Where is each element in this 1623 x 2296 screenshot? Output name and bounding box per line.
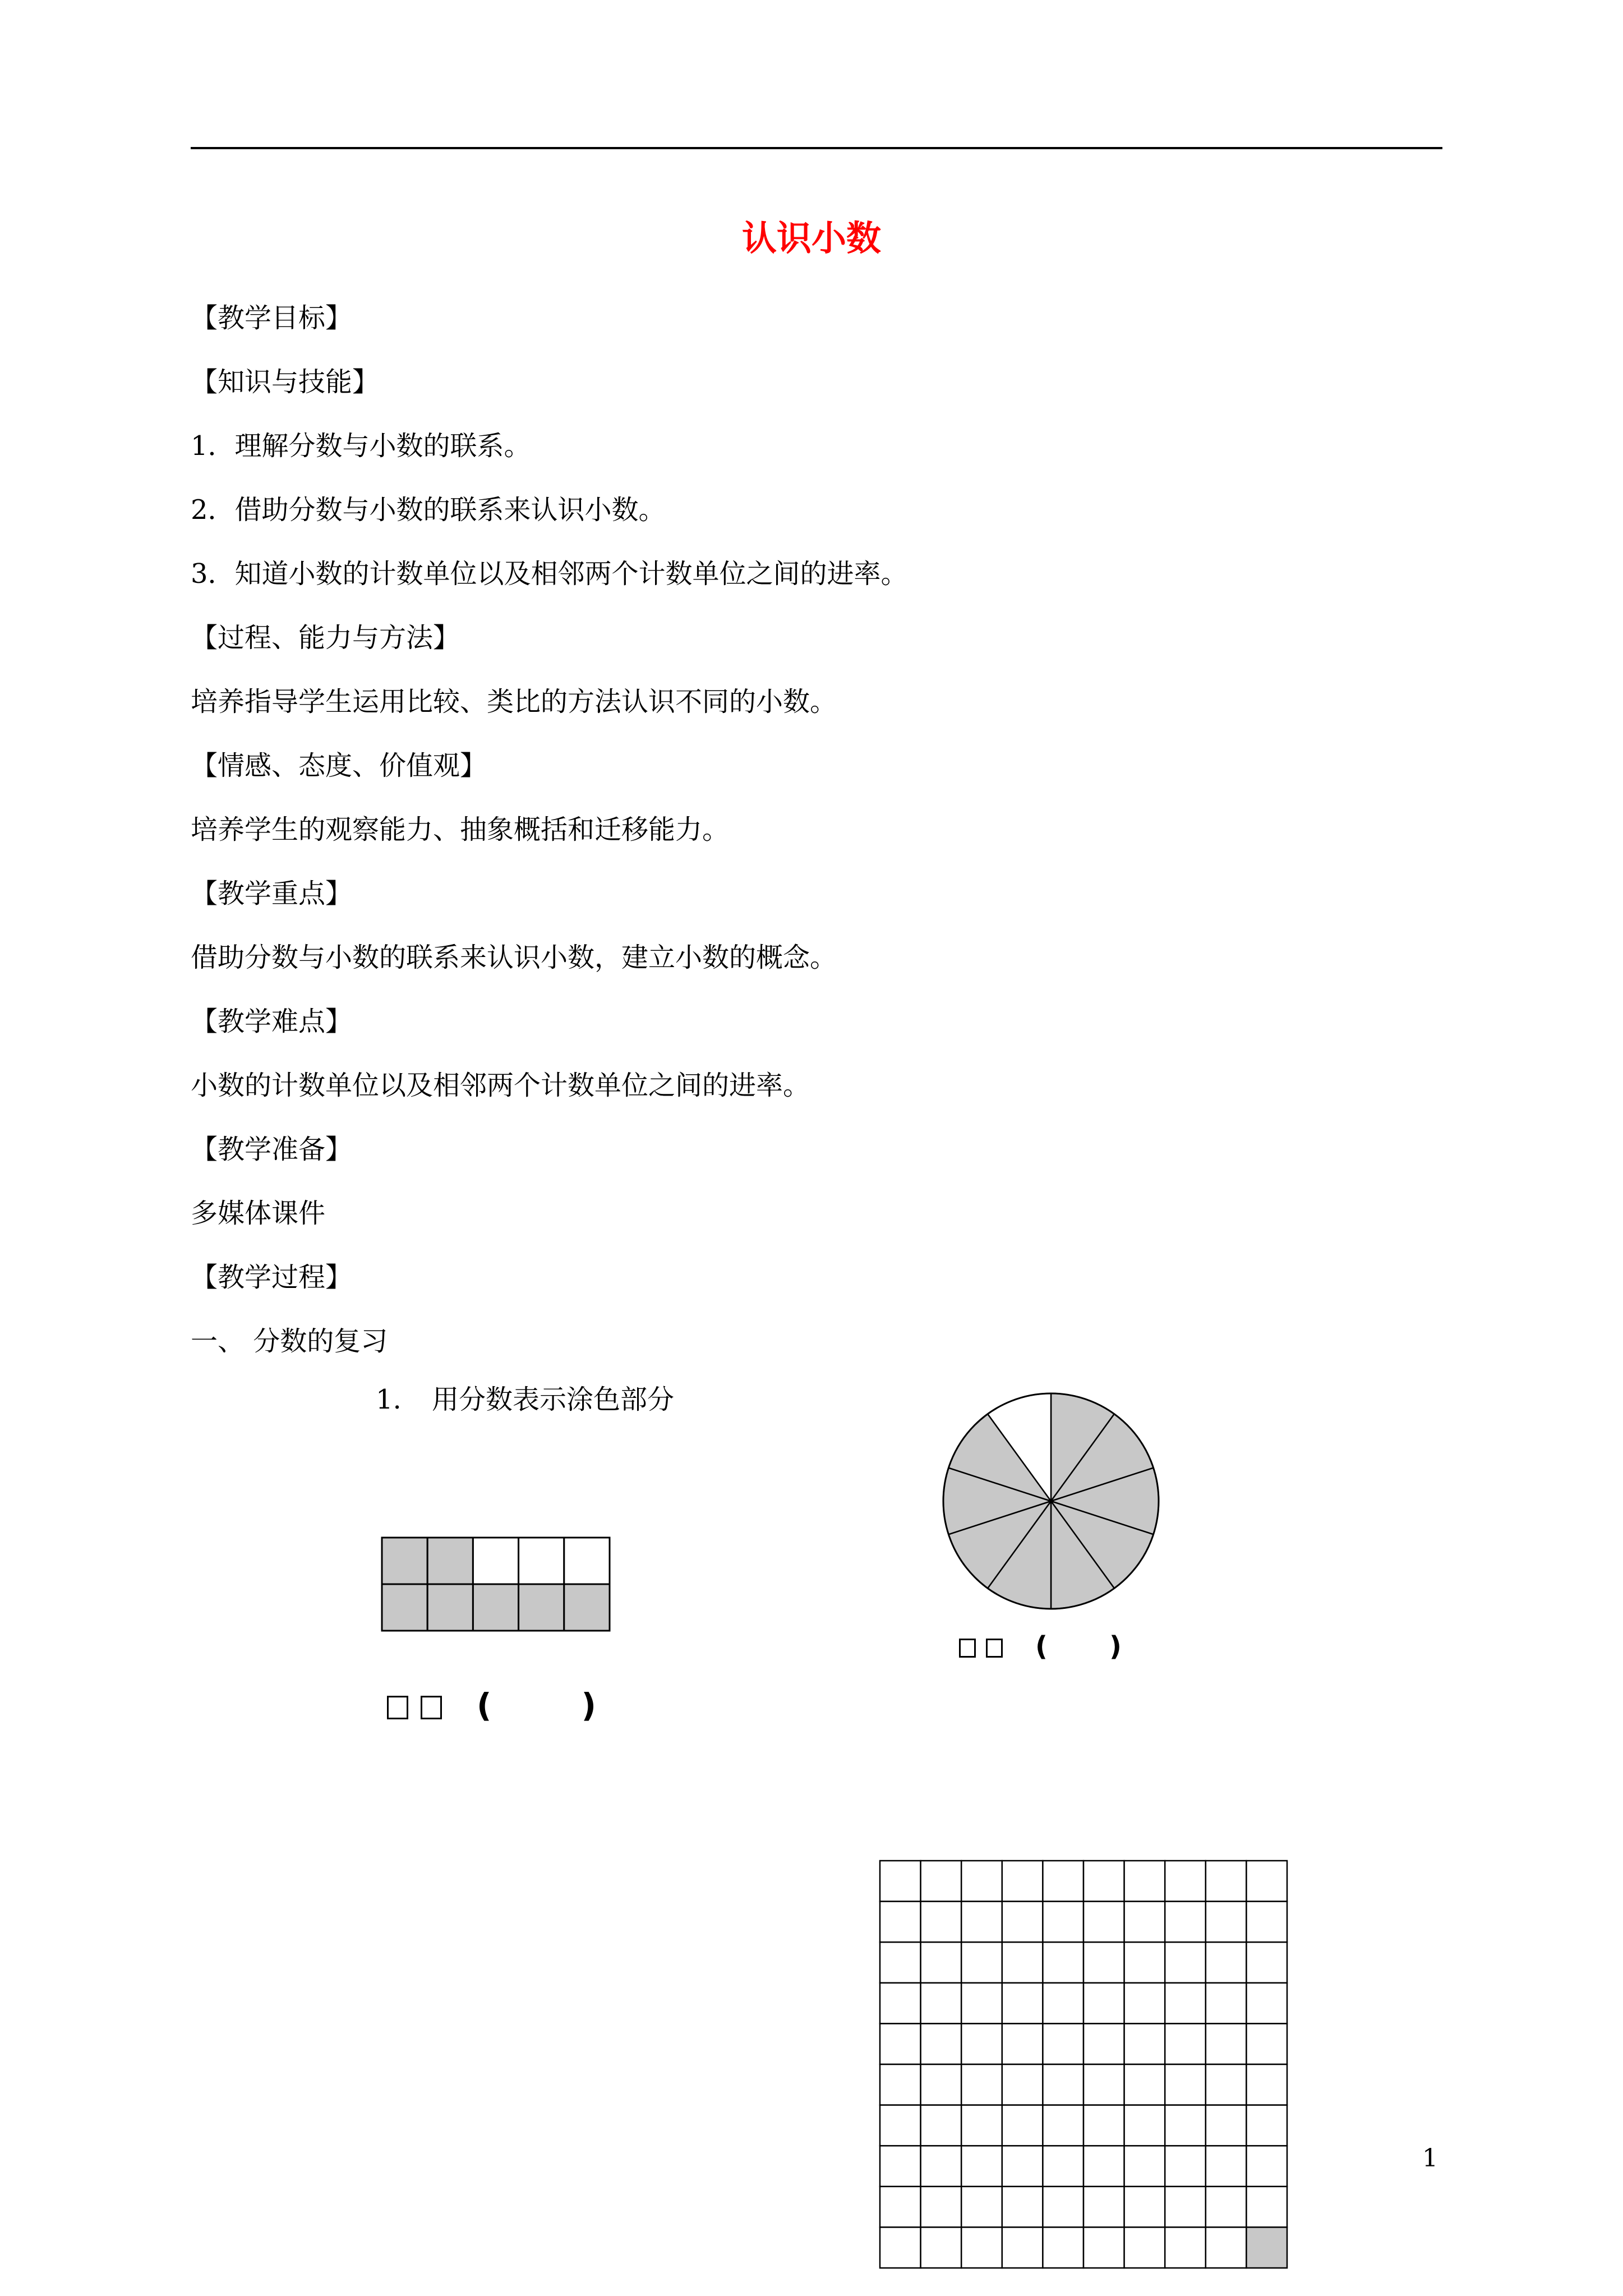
grid-cell (1002, 2023, 1043, 2064)
grid-cell (921, 2227, 962, 2268)
document-title: 认识小数 (741, 218, 881, 259)
grid-cell (1124, 2227, 1165, 2268)
grid-cell (961, 1942, 1002, 1983)
grid-cell (1246, 2105, 1287, 2146)
answer-blank-circle (959, 1627, 1122, 1666)
paren-open: ( (477, 1686, 492, 1724)
grid-cell (1083, 2187, 1124, 2228)
grid-cell (1043, 1861, 1083, 1902)
grid-cell (1083, 1902, 1124, 1943)
grid-cell (880, 1942, 921, 1983)
grid-cell (1165, 2146, 1206, 2187)
section-heading-knowledge-skills: 【知识与技能】 (191, 366, 380, 398)
grid-cell (1002, 2146, 1043, 2187)
grid-cell (1206, 1861, 1247, 1902)
grid-cell (1124, 2064, 1165, 2105)
grid-cell (1165, 2064, 1206, 2105)
shaded-cell (427, 1584, 473, 1631)
grid-cell (921, 1983, 962, 2024)
grid-cell (880, 1861, 921, 1902)
grid-cell (1043, 2064, 1083, 2105)
paren-open: ( (1035, 1631, 1048, 1662)
grid-cell (880, 1983, 921, 2024)
grid-cell (1124, 1942, 1165, 1983)
rectangle-fraction-figure (380, 1536, 611, 1632)
grid-cell (1165, 1902, 1206, 1943)
placeholder-box-icon (387, 1696, 408, 1719)
section-heading-emotion: 【情感、态度、价值观】 (191, 750, 487, 781)
grid-cell (921, 2105, 962, 2146)
grid-cell (1043, 1942, 1083, 1983)
grid-cell (961, 1902, 1002, 1943)
grid-cell (1165, 1942, 1206, 1983)
grid-cell (1206, 1902, 1247, 1943)
grid-cell (1043, 2146, 1083, 2187)
grid-cell (880, 1902, 921, 1943)
grid-cell (1043, 2105, 1083, 2146)
grid-cell (1043, 1983, 1083, 2024)
grid-cell (880, 2227, 921, 2268)
grid-cell (1002, 1983, 1043, 2024)
grid-cell (1043, 2187, 1083, 2228)
grid-cell (1002, 2187, 1043, 2228)
grid-cell (961, 2105, 1002, 2146)
grid-cell (1246, 1861, 1287, 1902)
grid-cell (880, 2105, 921, 2146)
grid-cell (1206, 2064, 1247, 2105)
paren-close: ) (581, 1686, 597, 1724)
section-heading-preparation: 【教学准备】 (191, 1134, 353, 1165)
grid-cell (880, 2023, 921, 2064)
grid-cell (1165, 2023, 1206, 2064)
section-heading-difficulties: 【教学难点】 (191, 1006, 353, 1037)
grid-cell (1206, 1983, 1247, 2024)
placeholder-box-icon (986, 1639, 1003, 1658)
list-item: 2．借助分数与小数的联系来认识小数。 (191, 494, 666, 526)
grid-cell (1165, 2227, 1206, 2268)
answer-blank-rectangle (387, 1683, 596, 1728)
shaded-cell (564, 1584, 610, 1631)
grid-cell (1165, 1861, 1206, 1902)
unshaded-cell (564, 1538, 610, 1584)
grid-cell (1083, 1942, 1124, 1983)
grid-cell (1083, 2105, 1124, 2146)
grid-cell (1002, 1942, 1043, 1983)
grid-cell (1124, 2187, 1165, 2228)
paragraph: 培养学生的观察能力、抽象概括和迁移能力。 (191, 814, 730, 845)
grid-cell (921, 1942, 962, 1983)
grid-cell (1002, 2105, 1043, 2146)
grid-cell (1246, 2146, 1287, 2187)
shaded-cell (473, 1584, 518, 1631)
grid-cell (880, 2064, 921, 2105)
grid-cell (1083, 2146, 1124, 2187)
grid-cell (1206, 1942, 1247, 1983)
grid-cell (1246, 2023, 1287, 2064)
grid-cell (1246, 1902, 1287, 1943)
placeholder-box-icon (421, 1696, 442, 1719)
grid-cell (1002, 2064, 1043, 2105)
list-item: 3．知道小数的计数单位以及相邻两个计数单位之间的进率。 (191, 558, 908, 590)
grid-cell (1246, 1942, 1287, 1983)
section-heading-process-steps: 【教学过程】 (191, 1262, 353, 1293)
grid-cell (1206, 2023, 1247, 2064)
sub-item (376, 1380, 674, 1419)
grid-cell (1206, 2187, 1247, 2228)
section-heading-process: 【过程、能力与方法】 (191, 622, 460, 654)
grid-cell (1043, 2023, 1083, 2064)
grid-cell (1246, 1983, 1287, 2024)
grid-cell (1124, 1861, 1165, 1902)
grid-cell (1246, 2064, 1287, 2105)
list-item: 1．理解分数与小数的联系。 (191, 430, 531, 462)
paragraph: 培养指导学生运用比较、类比的方法认识不同的小数。 (191, 686, 837, 717)
grid-cell (1124, 1983, 1165, 2024)
paragraph: 小数的计数单位以及相邻两个计数单位之间的进率。 (191, 1070, 810, 1101)
grid-cell (1206, 2105, 1247, 2146)
grid-cell (1206, 2227, 1247, 2268)
grid-cell (961, 2227, 1002, 2268)
step-heading: 一、 分数的复习 (191, 1326, 388, 1357)
unshaded-cell (519, 1538, 564, 1584)
grid-cell (1165, 1983, 1206, 2024)
circle-fraction-figure (940, 1390, 1162, 1612)
grid-cell (1124, 2105, 1165, 2146)
shaded-cell (427, 1538, 473, 1584)
grid-cell (880, 2187, 921, 2228)
grid-cell (921, 1902, 962, 1943)
placeholder-box-icon (959, 1639, 976, 1658)
grid-cell (1083, 2227, 1124, 2268)
grid-cell (1083, 2023, 1124, 2064)
grid-cell (1002, 1861, 1043, 1902)
grid-cell (961, 1983, 1002, 2024)
grid-cell (1165, 2187, 1206, 2228)
grid-cell (1124, 2146, 1165, 2187)
grid-cell (1002, 2227, 1043, 2268)
grid-cell (921, 2146, 962, 2187)
grid-cell (921, 1861, 962, 1902)
grid-cell (961, 1861, 1002, 1902)
grid-cell (961, 2023, 1002, 2064)
shaded-cell (382, 1584, 427, 1631)
grid-cell (921, 2064, 962, 2105)
page-number: 1 (1422, 2144, 1438, 2173)
grid-cell (1083, 2064, 1124, 2105)
paragraph: 借助分数与小数的联系来认识小数，建立小数的概念。 (191, 942, 837, 973)
sub-item-text: 用分数表示涂色部分 (432, 1384, 675, 1415)
grid-cell (1124, 2023, 1165, 2064)
grid-cell (1165, 2105, 1206, 2146)
grid-cell (1043, 1902, 1083, 1943)
grid-cell (1246, 2187, 1287, 2228)
grid-cell (1083, 1861, 1124, 1902)
unshaded-cell (473, 1538, 518, 1584)
hundred-grid-figure (878, 1859, 1289, 2270)
shaded-cell (1246, 2227, 1287, 2268)
grid-cell (961, 2064, 1002, 2105)
shaded-cell (382, 1538, 427, 1584)
shaded-cell (519, 1584, 564, 1631)
grid-cell (880, 2146, 921, 2187)
grid-cell (1002, 1902, 1043, 1943)
paragraph: 多媒体课件 (191, 1198, 326, 1229)
grid-cell (961, 2187, 1002, 2228)
grid-cell (1124, 1902, 1165, 1943)
grid-cell (1043, 2227, 1083, 2268)
grid-cell (921, 2187, 962, 2228)
grid-cell (1083, 1983, 1124, 2024)
section-heading-key-points: 【教学重点】 (191, 878, 353, 909)
paren-close: ) (1109, 1631, 1122, 1662)
section-heading-teaching-goals: 【教学目标】 (191, 302, 353, 334)
grid-cell (921, 2023, 962, 2064)
grid-cell (961, 2146, 1002, 2187)
grid-cell (1206, 2146, 1247, 2187)
header-rule (191, 147, 1442, 149)
sub-item-number: 1. (376, 1384, 402, 1415)
